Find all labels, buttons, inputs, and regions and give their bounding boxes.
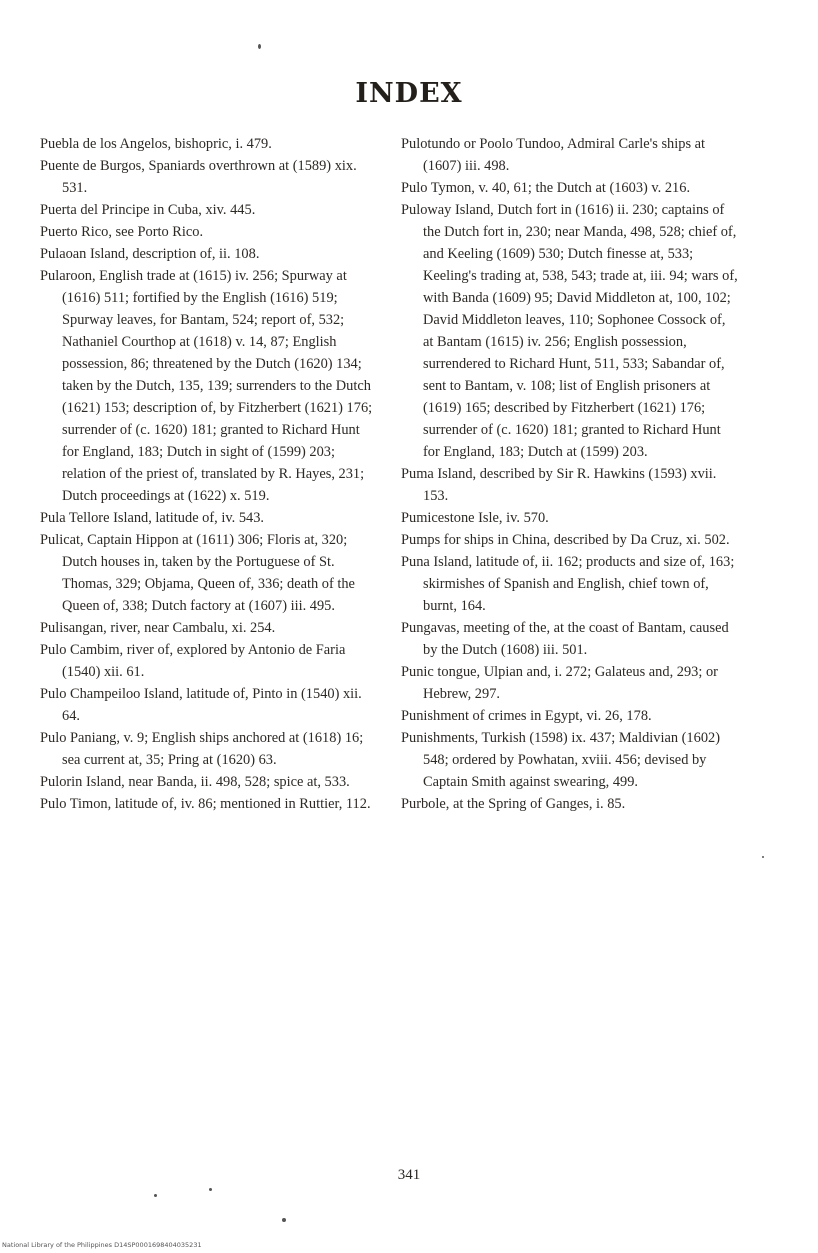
index-entry: Pulicat, Captain Hippon at (1611) 306; Floris at, 320; Dutch houses in, taken by the Portuguese of St. Thomas, 329; Objama, Queen of, 336; death of the Queen of, 338; Dutch factory at (1607) iii. 495. <box>40 532 355 614</box>
scan-speck <box>209 1188 212 1191</box>
index-entry: Pula Tellore Island, latitude of, iv. 543. <box>40 510 265 526</box>
index-entry: Pulaoan Island, description of, ii. 108. <box>40 246 260 262</box>
index-entry: Puerta del Principe in Cuba, xiv. 445. <box>40 202 256 218</box>
scan-speck <box>154 1194 157 1197</box>
page-title: INDEX <box>355 78 463 109</box>
index-entry: Pulo Timon, latitude of, iv. 86; mentioned in Ruttier, 112. <box>40 796 371 812</box>
index-entry: Puerto Rico, see Porto Rico. <box>40 224 204 240</box>
index-column-right <box>401 133 739 815</box>
index-entry: Puente de Burgos, Spaniards overthrown at (1589) xix. 531. <box>40 158 357 196</box>
index-entry: Puma Island, described by Sir R. Hawkins (1593) xvii. 153. <box>401 466 717 504</box>
index-entry: Pumps for ships in China, described by Da Cruz, xi. 502. <box>401 532 730 548</box>
index-entry: Pulisangan, river, near Cambalu, xi. 254. <box>40 620 276 636</box>
index-entry: Puna Island, latitude of, ii. 162; products and size of, 163; skirmishes of Spanish and English, chief town of, burnt, 164. <box>401 554 735 614</box>
scan-speck <box>762 856 764 858</box>
index-entry: Pulo Tymon, v. 40, 61; the Dutch at (1603) v. 216. <box>401 180 691 196</box>
index-entry: Punishment of crimes in Egypt, vi. 26, 178. <box>401 708 652 724</box>
index-entry: Puloway Island, Dutch fort in (1616) ii. 230; captains of the Dutch fort in, 230; near Manda, 498, 528; chief of, and Keeling (1609) 530; Dutch finesse at, 533; Keeling's trading at, 538, 543; trade at, iii. 94; wars of, with Banda (1609) 95; David Middleton at, 100, 102; David Middleton leaves, 110; Sophonee Cossock of, at Bantam (1615) iv. 256; English possession, surrendered to Richard Hunt, 511, 533; Sabandar of, sent to Bantam, v. 108; list of English prisoners at (1619) 165; described by Fitzherbert (1621) 176; surrender of (c. 1620) 181; granted to Richard Hunt for England, 183; Dutch at (1599) 203. <box>401 202 738 460</box>
index-entry: Puebla de los Angelos, bishopric, i. 479. <box>40 136 272 152</box>
index-entry: Pumicestone Isle, iv. 570. <box>401 510 549 526</box>
index-entry: Pulo Cambim, river of, explored by Antonio de Faria (1540) xii. 61. <box>40 642 346 680</box>
index-column-left <box>40 133 375 815</box>
scan-speck <box>282 1218 286 1222</box>
index-entry: Pulo Champeiloo Island, latitude of, Pinto in (1540) xii. 64. <box>40 686 362 724</box>
index-entry: Pulorin Island, near Banda, ii. 498, 528; spice at, 533. <box>40 774 350 790</box>
index-entry: Pulo Paniang, v. 9; English ships anchored at (1618) 16; sea current at, 35; Pring at (1620) 63. <box>40 730 364 768</box>
index-entry: Pungavas, meeting of the, at the coast of Bantam, caused by the Dutch (1608) iii. 501. <box>401 620 729 658</box>
page-number: 341 <box>397 1167 421 1183</box>
index-entry: Punishments, Turkish (1598) ix. 437; Maldivian (1602) 548; ordered by Powhatan, xviii. 456; devised by Captain Smith against swearing, 499. <box>401 730 721 790</box>
index-entry: Pularoon, English trade at (1615) iv. 256; Spurway at (1616) 511; fortified by the English (1616) 519; Spurway leaves, for Bantam, 524; report of, 532; Nathaniel Courthop at (1618) v. 14, 87; English possession, 86; threatened by the Dutch (1620) 134; taken by the Dutch, 135, 139; surrenders to the Dutch (1621) 153; description of, by Fitzherbert (1621) 176; surrender of (c. 1620) 181; granted to Richard Hunt for England, 183; Dutch in sight of (1599) 203; relation of the priest of, translated by R. Hayes, 231; Dutch proceedings at (1622) x. 519. <box>40 268 373 504</box>
index-entry: Pulotundo or Poolo Tundoo, Admiral Carle's ships at (1607) iii. 498. <box>401 136 706 174</box>
index-entry: Punic tongue, Ulpian and, i. 272; Galateus and, 293; or Hebrew, 297. <box>401 664 718 702</box>
scan-speck <box>258 44 261 49</box>
index-entry: Purbole, at the Spring of Ganges, i. 85. <box>401 796 626 812</box>
footer-watermark: National Library of the Philippines D14SP0001698404035231 <box>2 1241 202 1249</box>
